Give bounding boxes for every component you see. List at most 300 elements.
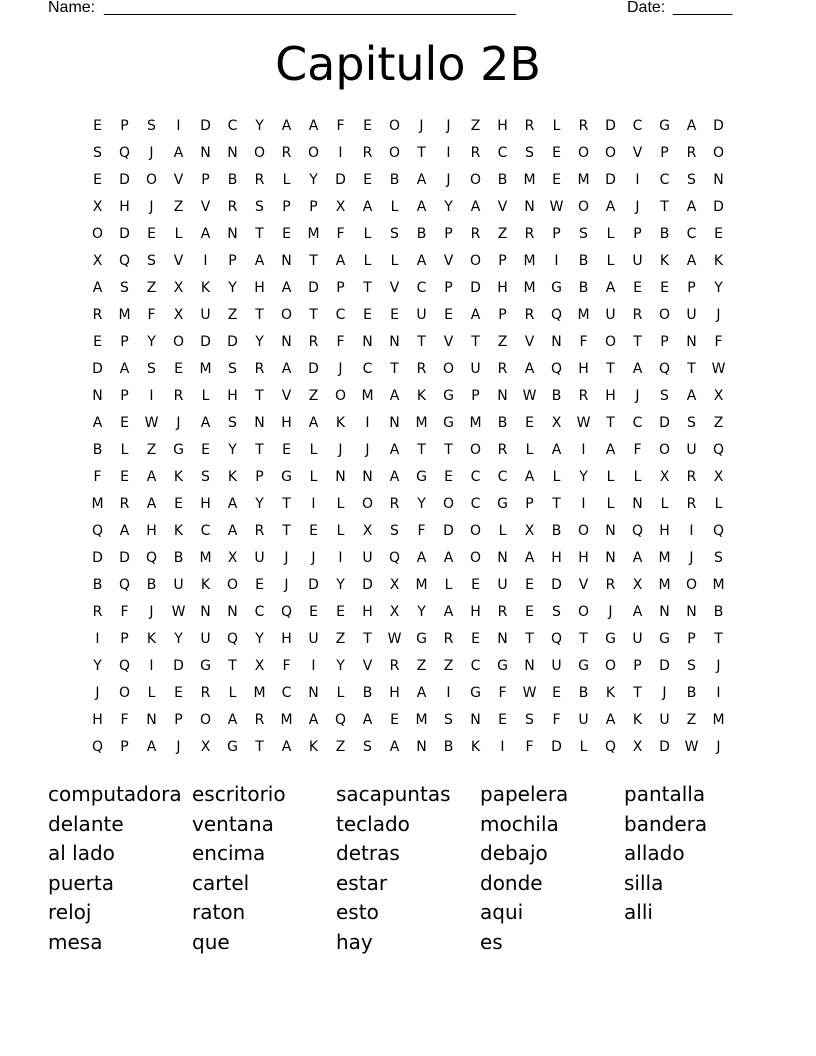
grid-letter: T bbox=[660, 198, 669, 215]
word-list-item: donde bbox=[480, 870, 543, 895]
grid-letter: P bbox=[633, 657, 642, 674]
grid-letter: R bbox=[254, 711, 265, 728]
grid-letter: T bbox=[606, 414, 615, 431]
grid-letter: D bbox=[92, 549, 103, 566]
grid-letter: A bbox=[146, 738, 157, 755]
word-list-item: estar bbox=[336, 870, 388, 895]
grid-letter: H bbox=[497, 279, 508, 296]
word-list-item: silla bbox=[624, 870, 664, 895]
grid-letter: Z bbox=[308, 387, 319, 404]
grid-letter: T bbox=[444, 441, 453, 458]
grid-letter: C bbox=[632, 414, 643, 431]
word-list-item: pantalla bbox=[624, 782, 706, 806]
grid-letter: T bbox=[525, 630, 534, 647]
grid-letter: J bbox=[149, 144, 154, 161]
grid-letter: U bbox=[632, 630, 643, 647]
grid-letter: R bbox=[578, 117, 589, 134]
grid-letter: R bbox=[254, 171, 265, 188]
grid-letter: U bbox=[497, 576, 508, 593]
grid-letter: X bbox=[200, 738, 211, 755]
grid-letter: F bbox=[498, 684, 507, 701]
grid-letter: A bbox=[605, 711, 616, 728]
grid-letter: Q bbox=[334, 711, 347, 728]
word-list-item: es bbox=[480, 929, 503, 954]
grid-letter: Y bbox=[444, 198, 453, 215]
grid-letter: K bbox=[173, 522, 184, 539]
grid-letter: M bbox=[577, 306, 590, 323]
grid-letter: L bbox=[606, 495, 615, 512]
grid-letter: X bbox=[335, 198, 346, 215]
grid-letter: F bbox=[714, 333, 723, 350]
grid-letter: E bbox=[390, 711, 399, 728]
grid-letter: Y bbox=[255, 630, 264, 647]
grid-letter: A bbox=[92, 414, 103, 431]
grid-letter: S bbox=[363, 738, 372, 755]
grid-letter: J bbox=[716, 738, 721, 755]
grid-letter: L bbox=[525, 441, 534, 458]
grid-letter: E bbox=[714, 225, 723, 242]
grid-letter: N bbox=[605, 549, 616, 566]
grid-letter: M bbox=[577, 171, 590, 188]
grid-letter: T bbox=[633, 684, 642, 701]
grid-letter: L bbox=[633, 468, 642, 485]
grid-letter: O bbox=[226, 576, 239, 593]
grid-letter: R bbox=[605, 576, 616, 593]
grid-letter: R bbox=[416, 360, 427, 377]
grid-letter: Y bbox=[228, 279, 237, 296]
grid-letter: D bbox=[119, 171, 130, 188]
grid-letter: P bbox=[228, 252, 237, 269]
grid-letter: P bbox=[120, 738, 129, 755]
grid-letter: A bbox=[389, 387, 400, 404]
grid-letter: P bbox=[255, 468, 264, 485]
grid-letter: F bbox=[525, 738, 534, 755]
grid-letter: V bbox=[281, 387, 292, 404]
grid-letter: P bbox=[444, 225, 453, 242]
grid-letter: T bbox=[255, 306, 264, 323]
grid-letter: H bbox=[281, 414, 292, 431]
grid-letter: C bbox=[254, 603, 265, 620]
grid-letter: R bbox=[524, 117, 535, 134]
grid-letter: L bbox=[552, 468, 561, 485]
grid-letter: A bbox=[605, 198, 616, 215]
grid-letter: S bbox=[120, 279, 129, 296]
grid-letter: H bbox=[497, 117, 508, 134]
grid-letter: P bbox=[471, 387, 480, 404]
grid-letter: E bbox=[282, 225, 291, 242]
grid-letter: A bbox=[686, 387, 697, 404]
grid-letter: I bbox=[149, 387, 154, 404]
grid-letter: L bbox=[444, 576, 453, 593]
grid-letter: S bbox=[147, 117, 156, 134]
grid-letter: B bbox=[416, 225, 427, 242]
grid-letter: O bbox=[577, 603, 590, 620]
grid-letter: N bbox=[92, 387, 103, 404]
grid-letter: U bbox=[632, 252, 643, 269]
grid-letter: L bbox=[309, 441, 318, 458]
grid-letter: I bbox=[203, 252, 208, 269]
grid-letter: N bbox=[335, 468, 346, 485]
grid-letter: C bbox=[686, 225, 697, 242]
grid-letter: U bbox=[254, 549, 265, 566]
grid-letter: S bbox=[714, 549, 723, 566]
grid-letter: L bbox=[606, 252, 615, 269]
grid-letter: G bbox=[200, 657, 211, 674]
grid-letter: Z bbox=[686, 711, 697, 728]
grid-letter: Y bbox=[255, 333, 264, 350]
grid-letter: E bbox=[552, 684, 561, 701]
grid-letter: R bbox=[254, 360, 265, 377]
grid-letter: X bbox=[389, 603, 400, 620]
grid-letter: N bbox=[659, 603, 670, 620]
grid-letter: R bbox=[524, 306, 535, 323]
grid-letter: E bbox=[201, 441, 210, 458]
grid-letter: N bbox=[227, 603, 238, 620]
grid-letter: U bbox=[470, 360, 481, 377]
grid-letter: J bbox=[446, 117, 451, 134]
grid-letter: J bbox=[284, 576, 289, 593]
grid-letter: V bbox=[443, 252, 454, 269]
grid-letter: E bbox=[633, 279, 642, 296]
grid-letter: C bbox=[470, 495, 481, 512]
grid-letter: X bbox=[173, 306, 184, 323]
grid-letter: O bbox=[334, 387, 347, 404]
grid-letter: O bbox=[577, 198, 590, 215]
grid-letter: K bbox=[308, 738, 319, 755]
grid-letter: J bbox=[176, 738, 181, 755]
grid-letter: Y bbox=[174, 630, 183, 647]
grid-letter: Y bbox=[579, 468, 588, 485]
grid-letter: M bbox=[280, 711, 293, 728]
grid-letter: C bbox=[227, 117, 238, 134]
grid-letter: T bbox=[255, 387, 264, 404]
grid-letter: A bbox=[389, 441, 400, 458]
grid-letter: J bbox=[311, 549, 316, 566]
grid-letter: Y bbox=[417, 495, 426, 512]
grid-letter: M bbox=[415, 414, 428, 431]
grid-letter: C bbox=[497, 468, 508, 485]
grid-letter: Q bbox=[280, 603, 293, 620]
grid-letter: B bbox=[227, 171, 238, 188]
grid-letter: Q bbox=[712, 441, 725, 458]
word-list-item: que bbox=[192, 929, 230, 954]
grid-letter: R bbox=[119, 495, 130, 512]
grid-letter: F bbox=[282, 657, 291, 674]
grid-letter: A bbox=[524, 468, 535, 485]
grid-letter: A bbox=[281, 738, 292, 755]
grid-letter: Y bbox=[336, 657, 345, 674]
word-list-item: allado bbox=[624, 841, 685, 866]
grid-letter: K bbox=[713, 252, 724, 269]
grid-letter: X bbox=[524, 522, 535, 539]
grid-letter: X bbox=[173, 279, 184, 296]
grid-letter: C bbox=[632, 117, 643, 134]
grid-letter: L bbox=[606, 225, 615, 242]
grid-letter: H bbox=[578, 360, 589, 377]
grid-letter: A bbox=[227, 522, 238, 539]
grid-letter: B bbox=[497, 414, 508, 431]
grid-letter: N bbox=[281, 252, 292, 269]
grid-letter: B bbox=[443, 738, 454, 755]
grid-letter: A bbox=[119, 360, 130, 377]
grid-letter: E bbox=[552, 171, 561, 188]
grid-letter: H bbox=[254, 279, 265, 296]
grid-letter: S bbox=[228, 414, 237, 431]
grid-letter: D bbox=[308, 576, 319, 593]
grid-letter: R bbox=[281, 144, 292, 161]
grid-letter: L bbox=[579, 738, 588, 755]
grid-letter: T bbox=[228, 657, 237, 674]
word-list-item: raton bbox=[192, 900, 246, 925]
grid-letter: P bbox=[201, 171, 210, 188]
grid-letter: S bbox=[579, 225, 588, 242]
grid-letter: D bbox=[119, 549, 130, 566]
grid-letter: D bbox=[362, 576, 373, 593]
grid-letter: A bbox=[335, 252, 346, 269]
grid-letter: F bbox=[633, 441, 642, 458]
grid-letter: B bbox=[578, 684, 589, 701]
grid-letter: I bbox=[500, 738, 505, 755]
grid-letter: T bbox=[417, 441, 426, 458]
grid-letter: N bbox=[146, 711, 157, 728]
word-list-item: escritorio bbox=[192, 782, 286, 806]
grid-letter: D bbox=[227, 333, 238, 350]
grid-letter: I bbox=[149, 657, 154, 674]
grid-letter: U bbox=[173, 576, 184, 593]
grid-letter: V bbox=[173, 252, 184, 269]
grid-letter: N bbox=[686, 603, 697, 620]
grid-letter: D bbox=[119, 225, 130, 242]
grid-letter: B bbox=[173, 549, 184, 566]
grid-letter: Z bbox=[173, 198, 184, 215]
grid-letter: T bbox=[471, 333, 480, 350]
grid-letter: E bbox=[309, 522, 318, 539]
grid-letter: P bbox=[552, 225, 561, 242]
grid-letter: A bbox=[632, 549, 643, 566]
grid-letter: B bbox=[659, 225, 670, 242]
grid-letter: R bbox=[200, 684, 211, 701]
grid-letter: R bbox=[92, 603, 103, 620]
grid-letter: E bbox=[363, 306, 372, 323]
grid-letter: Z bbox=[227, 306, 238, 323]
grid-letter: A bbox=[524, 549, 535, 566]
grid-letter: D bbox=[605, 171, 616, 188]
grid-letter: V bbox=[632, 144, 643, 161]
grid-letter: T bbox=[579, 630, 588, 647]
grid-letter: N bbox=[524, 198, 535, 215]
word-list-item: sacapuntas bbox=[336, 782, 451, 806]
grid-letter: I bbox=[311, 657, 316, 674]
grid-letter: W bbox=[144, 414, 159, 431]
grid-letter: L bbox=[228, 684, 237, 701]
grid-letter: M bbox=[523, 279, 536, 296]
grid-letter: P bbox=[660, 333, 669, 350]
grid-letter: R bbox=[497, 441, 508, 458]
grid-letter: M bbox=[712, 711, 725, 728]
grid-letter: T bbox=[255, 225, 264, 242]
grid-letter: J bbox=[689, 549, 694, 566]
grid-letter: G bbox=[281, 468, 292, 485]
grid-letter: S bbox=[201, 468, 210, 485]
grid-letter: P bbox=[687, 630, 696, 647]
grid-letter: E bbox=[93, 171, 102, 188]
grid-letter: U bbox=[200, 630, 211, 647]
word-list-item: aqui bbox=[480, 900, 524, 925]
grid-letter: I bbox=[365, 414, 370, 431]
grid-letter: D bbox=[335, 171, 346, 188]
grid-letter: D bbox=[605, 117, 616, 134]
grid-letter: D bbox=[659, 414, 670, 431]
grid-letter: F bbox=[336, 333, 345, 350]
grid-letter: O bbox=[658, 306, 671, 323]
grid-letter: T bbox=[606, 360, 615, 377]
grid-letter: J bbox=[419, 117, 424, 134]
page-title: Capitulo 2B bbox=[275, 37, 541, 91]
grid-letter: H bbox=[146, 522, 157, 539]
grid-letter: R bbox=[470, 144, 481, 161]
grid-letter: T bbox=[687, 360, 696, 377]
grid-letter: Y bbox=[336, 576, 345, 593]
grid-letter: G bbox=[497, 495, 508, 512]
grid-letter: Z bbox=[470, 117, 481, 134]
grid-letter: B bbox=[497, 171, 508, 188]
grid-letter: P bbox=[444, 279, 453, 296]
grid-letter: D bbox=[659, 657, 670, 674]
grid-letter: L bbox=[660, 495, 669, 512]
grid-letter: S bbox=[390, 522, 399, 539]
grid-letter: Q bbox=[658, 360, 671, 377]
grid-letter: N bbox=[470, 711, 481, 728]
grid-letter: Y bbox=[714, 279, 723, 296]
grid-letter: E bbox=[444, 468, 453, 485]
grid-letter: G bbox=[416, 630, 427, 647]
word-list-item: bandera bbox=[624, 811, 708, 836]
grid-letter: D bbox=[551, 576, 562, 593]
grid-letter: M bbox=[712, 576, 725, 593]
grid-letter: A bbox=[281, 279, 292, 296]
grid-letter: W bbox=[522, 387, 537, 404]
grid-letter: P bbox=[120, 387, 129, 404]
grid-letter: N bbox=[227, 144, 238, 161]
grid-letter: R bbox=[497, 603, 508, 620]
grid-letter: P bbox=[687, 279, 696, 296]
grid-letter: K bbox=[200, 576, 211, 593]
word-list-item: reloj bbox=[48, 900, 92, 925]
grid-letter: S bbox=[390, 225, 399, 242]
grid-letter: A bbox=[362, 198, 373, 215]
grid-letter: O bbox=[145, 171, 158, 188]
grid-letter: I bbox=[95, 630, 100, 647]
grid-letter: U bbox=[605, 306, 616, 323]
grid-letter: Q bbox=[550, 630, 563, 647]
grid-letter: E bbox=[147, 225, 156, 242]
grid-letter: G bbox=[497, 657, 508, 674]
grid-letter: X bbox=[227, 549, 238, 566]
grid-letter: V bbox=[497, 198, 508, 215]
grid-letter: D bbox=[443, 522, 454, 539]
grid-letter: H bbox=[551, 549, 562, 566]
grid-letter: E bbox=[93, 117, 102, 134]
grid-letter: Y bbox=[228, 441, 237, 458]
grid-letter: G bbox=[551, 279, 562, 296]
grid-letter: Z bbox=[416, 657, 427, 674]
grid-letter: U bbox=[362, 549, 373, 566]
grid-letter: Q bbox=[712, 522, 725, 539]
grid-letter: I bbox=[716, 684, 721, 701]
grid-letter: K bbox=[173, 468, 184, 485]
grid-letter: M bbox=[253, 684, 266, 701]
grid-letter: M bbox=[199, 549, 212, 566]
grid-letter: D bbox=[200, 333, 211, 350]
grid-letter: J bbox=[446, 171, 451, 188]
grid-letter: I bbox=[689, 522, 694, 539]
grid-letter: W bbox=[387, 630, 402, 647]
grid-letter: A bbox=[389, 468, 400, 485]
grid-letter: N bbox=[524, 657, 535, 674]
grid-letter: O bbox=[469, 522, 482, 539]
grid-letter: I bbox=[635, 171, 640, 188]
word-list-item: alli bbox=[624, 900, 653, 925]
grid-letter: B bbox=[686, 684, 697, 701]
grid-letter: R bbox=[686, 468, 697, 485]
grid-letter: D bbox=[659, 738, 670, 755]
grid-letter: V bbox=[173, 171, 184, 188]
word-list-item: esto bbox=[336, 900, 379, 925]
grid-letter: H bbox=[119, 198, 130, 215]
grid-letter: L bbox=[336, 495, 345, 512]
grid-letter: R bbox=[470, 225, 481, 242]
grid-letter: D bbox=[200, 117, 211, 134]
grid-letter: S bbox=[147, 252, 156, 269]
grid-letter: X bbox=[551, 414, 562, 431]
grid-letter: A bbox=[632, 360, 643, 377]
grid-letter: R bbox=[524, 225, 535, 242]
grid-letter: W bbox=[576, 414, 591, 431]
grid-letter: S bbox=[228, 360, 237, 377]
grid-letter: J bbox=[149, 603, 154, 620]
grid-letter: T bbox=[390, 360, 399, 377]
grid-letter: Y bbox=[417, 603, 426, 620]
grid-letter: P bbox=[282, 198, 291, 215]
grid-letter: I bbox=[581, 441, 586, 458]
grid-letter: M bbox=[469, 414, 482, 431]
grid-letter: O bbox=[577, 522, 590, 539]
grid-letter: A bbox=[443, 603, 454, 620]
word-list-item: puerta bbox=[48, 870, 114, 895]
grid-letter: F bbox=[336, 225, 345, 242]
grid-letter: Z bbox=[146, 441, 157, 458]
grid-letter: A bbox=[686, 198, 697, 215]
grid-letter: A bbox=[389, 738, 400, 755]
grid-letter: J bbox=[338, 441, 343, 458]
grid-letter: W bbox=[711, 360, 726, 377]
grid-letter: A bbox=[308, 711, 319, 728]
grid-letter: V bbox=[389, 279, 400, 296]
grid-letter: A bbox=[524, 360, 535, 377]
grid-letter: A bbox=[416, 684, 427, 701]
word-list-item: papelera bbox=[480, 782, 569, 806]
grid-letter: U bbox=[686, 306, 697, 323]
grid-letter: J bbox=[635, 198, 640, 215]
grid-letter: J bbox=[365, 441, 370, 458]
grid-letter: J bbox=[716, 306, 721, 323]
grid-letter: L bbox=[363, 252, 372, 269]
grid-letter: J bbox=[338, 360, 343, 377]
grid-letter: S bbox=[525, 711, 534, 728]
grid-letter: Y bbox=[309, 171, 318, 188]
grid-letter: L bbox=[336, 684, 345, 701]
grid-letter: H bbox=[281, 630, 292, 647]
